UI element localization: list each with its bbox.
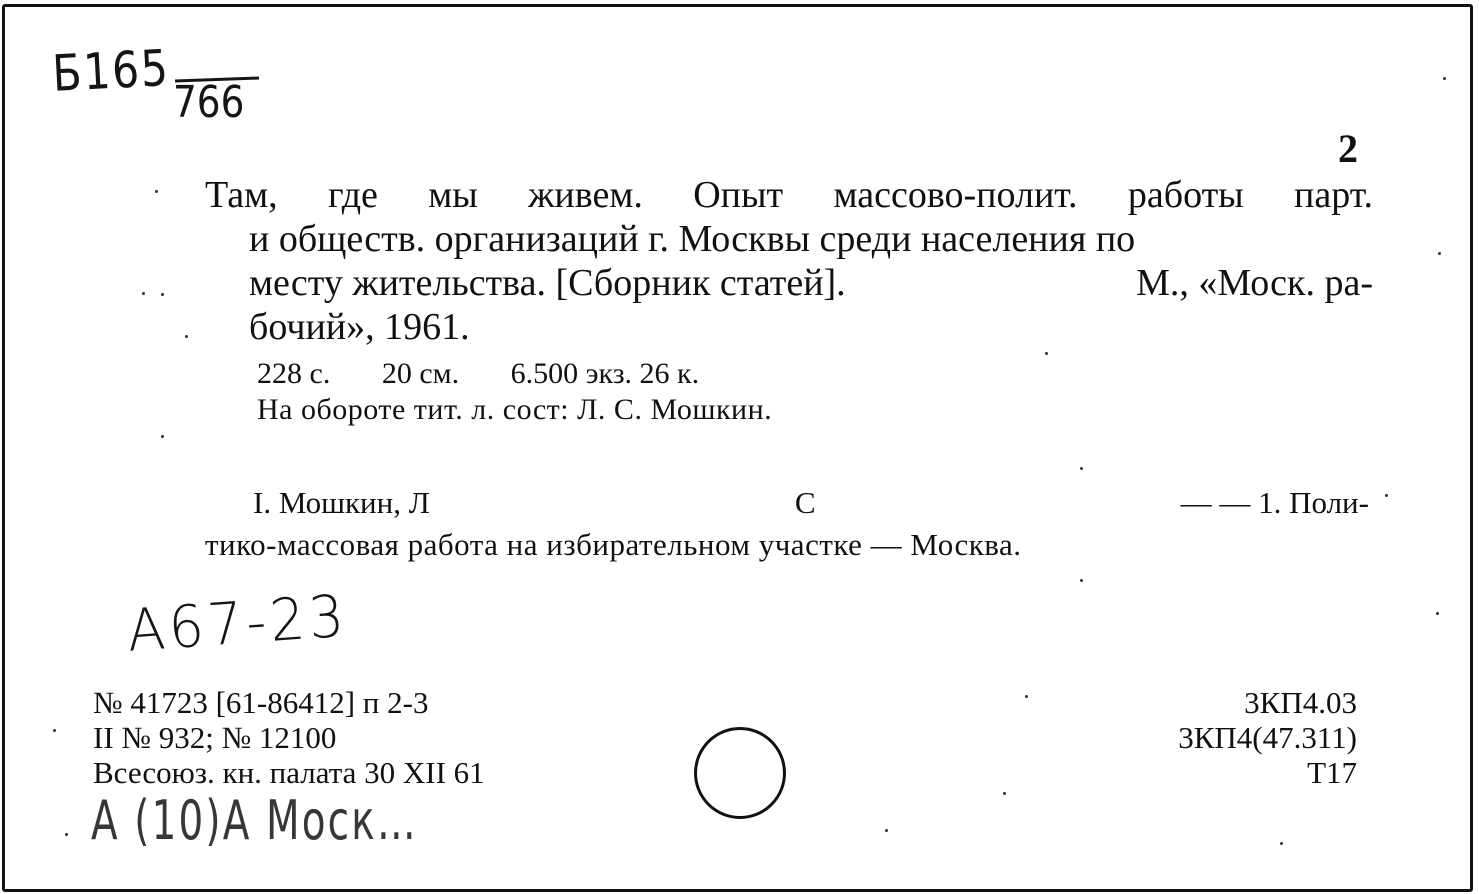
scan-speck	[885, 829, 888, 832]
scan-speck	[1025, 695, 1028, 698]
scan-speck	[1385, 494, 1388, 497]
scan-speck	[1045, 352, 1048, 355]
entry-title-line-2: и обществ. организаций г. Москвы среди населения по	[249, 218, 1136, 260]
handwritten-bottom-note: А (10)А Моск…	[91, 789, 418, 852]
classification-codes	[1178, 685, 1357, 790]
scan-speck	[155, 190, 158, 193]
entry-title-part: месту жительства. [Сборник статей].	[249, 262, 846, 304]
physical-description	[257, 357, 743, 391]
tracing-subject: тико-массовая работа на избирательном участке — Москва.	[205, 527, 1022, 562]
compiler-note: На обороте тит. л. сост: Л. С. Мошкин.	[257, 393, 773, 426]
handwritten-shelfmark: Б165	[51, 38, 171, 103]
record-publisher: Всесоюз. кн. палата 30 XII 61	[93, 755, 485, 790]
scan-speck	[1436, 612, 1439, 615]
tracing-author-initial: С	[794, 485, 816, 520]
tracing-subject-start: — — 1. Поли-	[1180, 485, 1369, 520]
scan-speck	[1438, 252, 1441, 255]
tracing-line-1	[205, 482, 1369, 524]
entry-title-line-1: Там, где мы живем. Опыт массово-полит. работы парт.	[205, 174, 1373, 216]
scan-speck	[53, 729, 56, 732]
record-number: № 41723 [61-86412] п 2-3	[93, 685, 429, 720]
copies-and-price: 6.500 экз. 26 к.	[510, 357, 700, 390]
scan-speck	[1003, 792, 1006, 795]
card-number: 2	[1338, 126, 1358, 171]
scan-speck	[65, 833, 68, 836]
scan-speck	[1443, 77, 1446, 80]
book-size: 20 см.	[381, 357, 460, 390]
record-series: II № 932; № 12100	[93, 720, 337, 755]
tracing-block	[205, 482, 1369, 566]
entry-imprint-place: М., «Моск. ра-	[1136, 262, 1373, 304]
bibliographic-record-info	[93, 685, 485, 790]
entry-title-line-4: бочий», 1961.	[249, 306, 470, 348]
bibliographic-entry	[205, 173, 1373, 349]
scan-speck	[1280, 842, 1283, 845]
catalog-card	[2, 4, 1473, 892]
classification-code-3: Т17	[1307, 755, 1357, 790]
handwritten-shelfmark-sub: 766	[173, 77, 245, 128]
entry-title-line-3	[205, 261, 1373, 305]
card-punch-hole	[694, 727, 786, 819]
scan-speck	[142, 292, 145, 295]
scan-speck	[161, 435, 164, 438]
pages-count: 228 с.	[257, 357, 331, 390]
scan-speck	[161, 293, 164, 296]
tracing-author: I. Мошкин, Л	[253, 485, 430, 520]
handwritten-inventory-number: А67-23	[125, 581, 350, 665]
classification-code-1: 3КП4.03	[1244, 685, 1357, 720]
scan-speck	[1080, 579, 1083, 582]
scan-speck	[185, 335, 188, 338]
classification-code-2: 3КП4(47.311)	[1178, 720, 1357, 755]
scan-speck	[1080, 467, 1083, 470]
